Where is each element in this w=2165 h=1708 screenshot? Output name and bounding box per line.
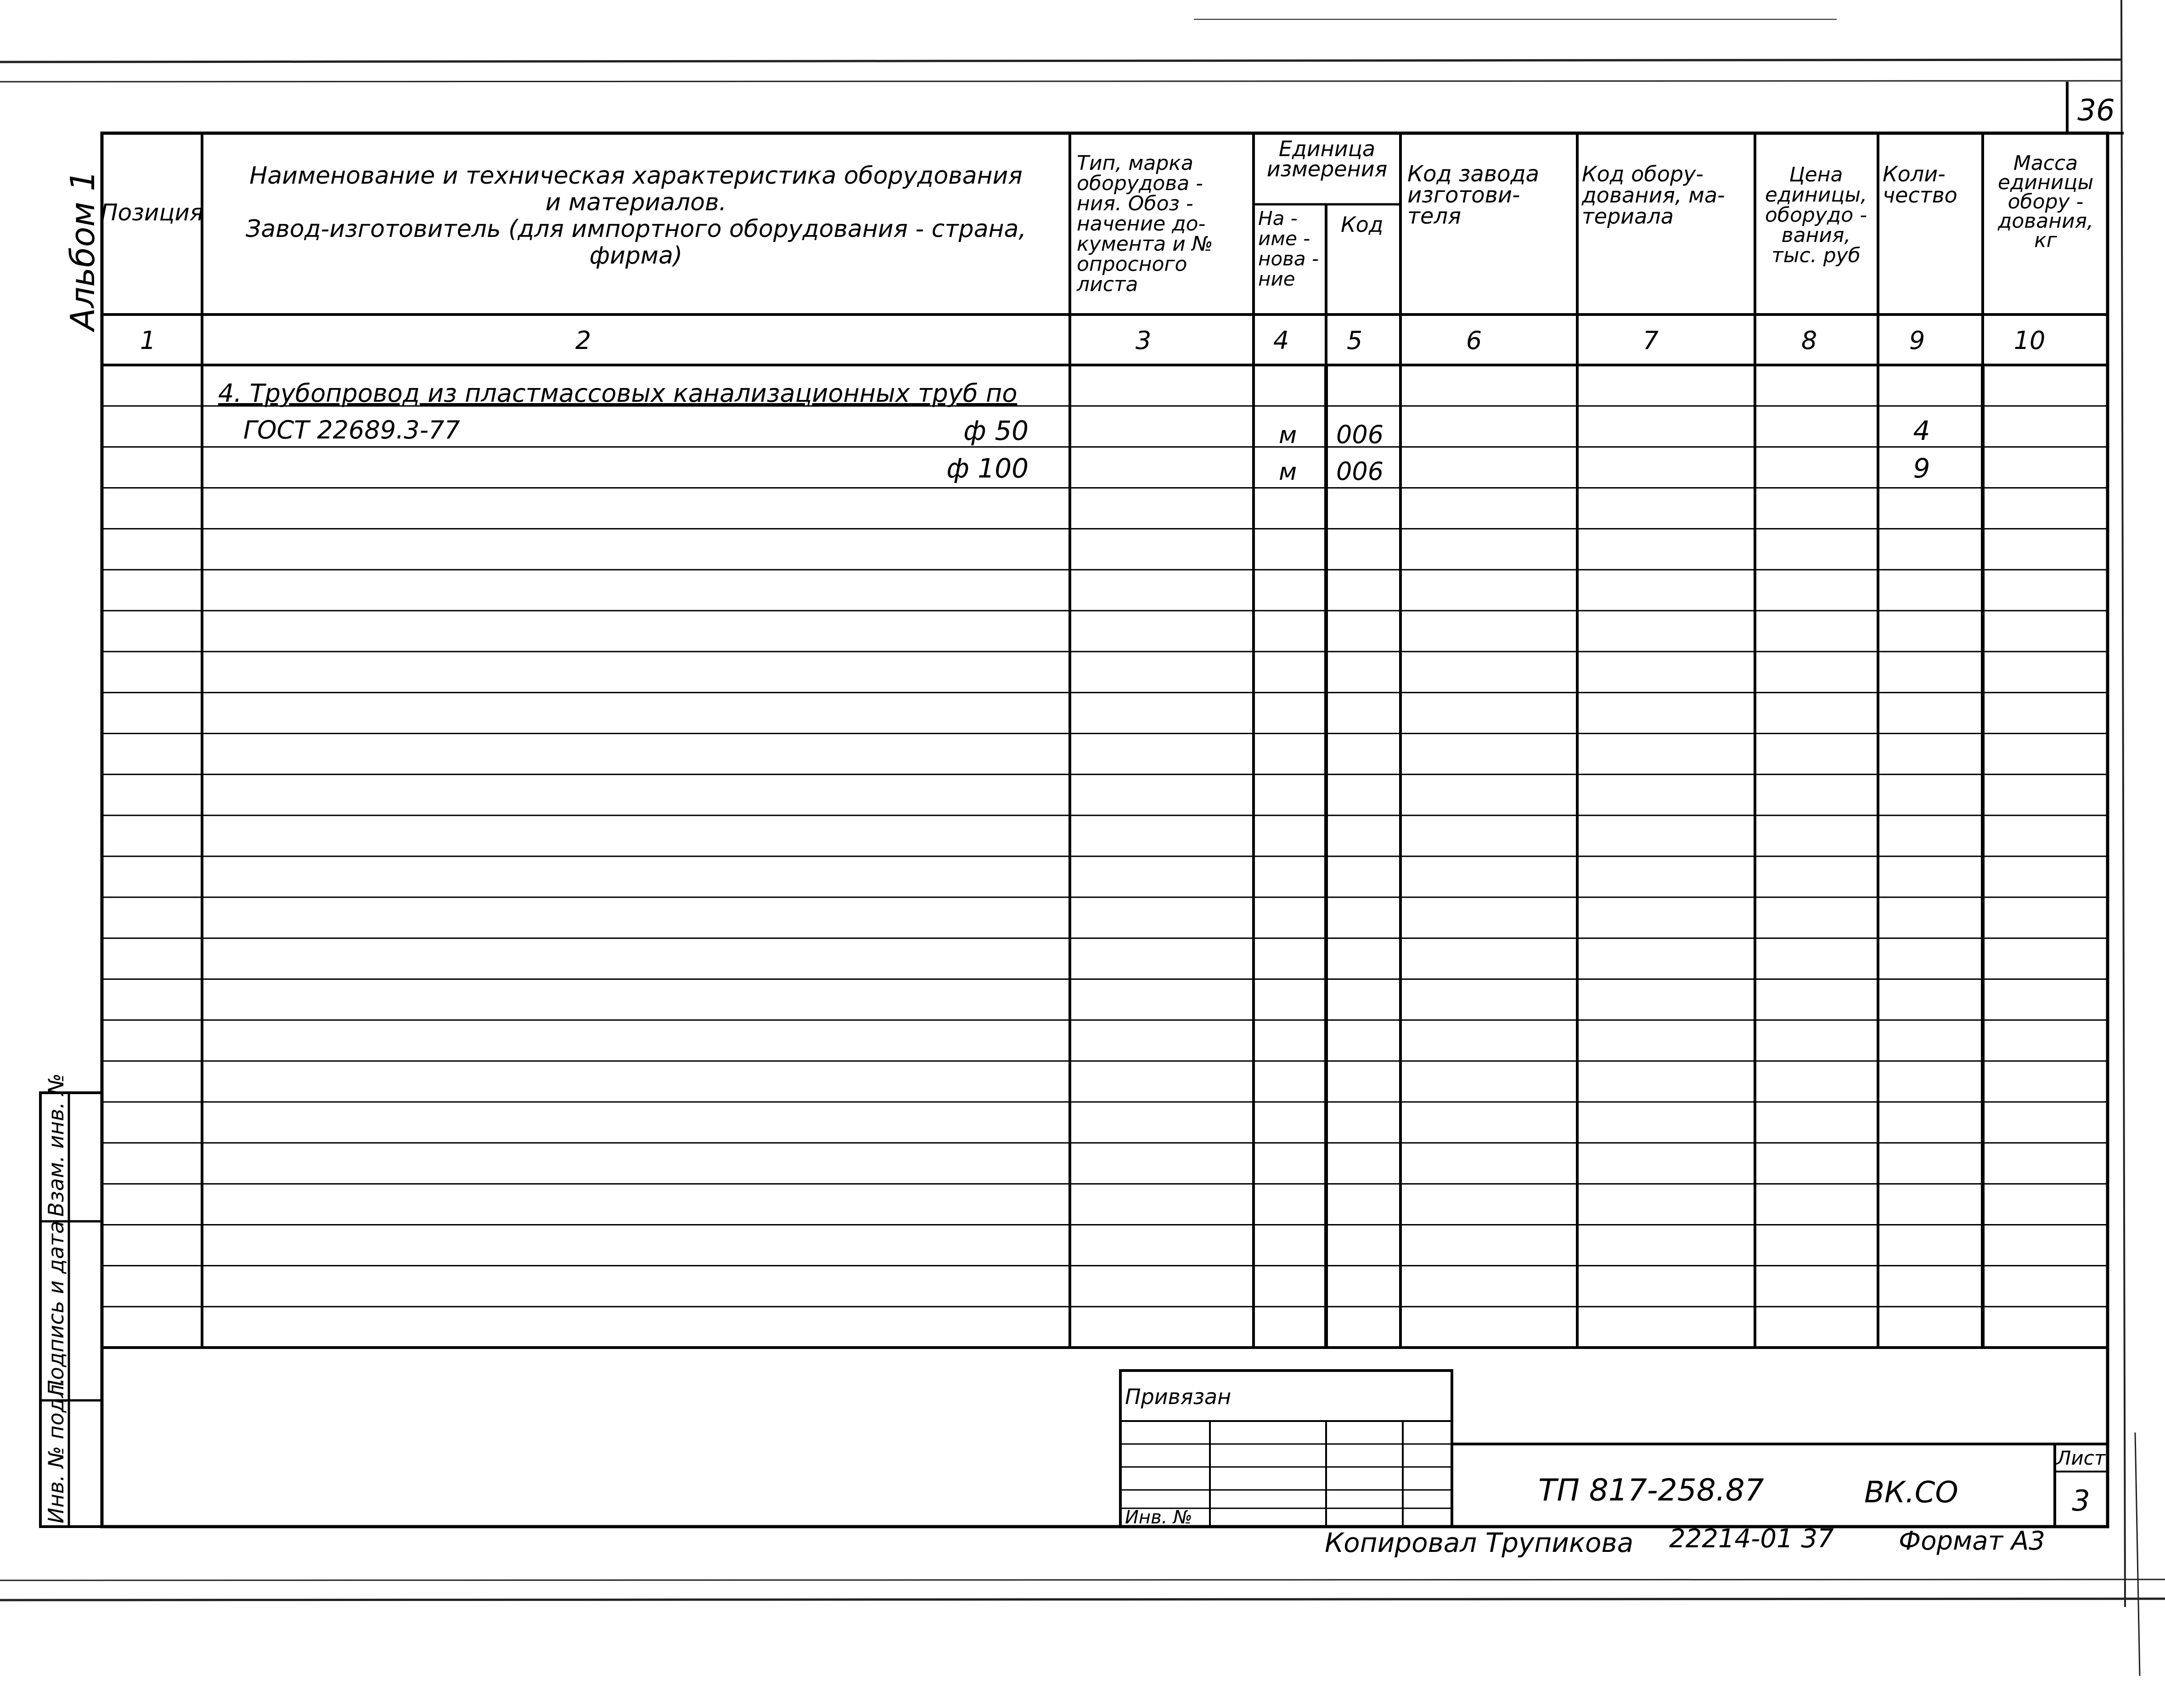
column-number-10: 10 [2013, 326, 2046, 355]
column-number-6: 6 [1466, 326, 1482, 355]
header-type-line: кумента и № [1077, 232, 1213, 256]
header-equipment-code [1581, 162, 1725, 229]
side-stamp-replaced-inv: Взам. инв. № [44, 1073, 68, 1217]
header-name [246, 162, 1026, 270]
stamp-privyazan: Привязан [1125, 1384, 1232, 1409]
page-number-box [2067, 82, 2124, 133]
header-type-line: оборудова - [1077, 172, 1203, 195]
header-unit-code: Код [1341, 212, 1383, 237]
row-2-name: ГОСТ 22689.3-77 [243, 416, 460, 444]
row-2-diameter: ф 50 [963, 415, 1029, 446]
header-factory-code-line: Код завода [1407, 161, 1540, 187]
header-price-line: Цена [1789, 163, 1843, 186]
header-factory-code-line: теля [1407, 203, 1462, 229]
table-row-lines [102, 406, 2108, 1307]
side-stamp-signature-date: Подпись и дата [44, 1220, 68, 1396]
header-mass-line: Масса [2013, 152, 2078, 175]
header-price-line: единицы, [1765, 183, 1867, 207]
header-mass-line: обору - [2008, 190, 2084, 214]
header-unit-group-line: измерения [1266, 157, 1388, 181]
footer-copied-by: Копировал Трупикова [1325, 1527, 1634, 1558]
stamp-sheet-label: Лист [2056, 1447, 2106, 1469]
header-mass-line: единицы [1997, 171, 2094, 194]
column-number-8: 8 [1801, 326, 1817, 355]
header-type-line: ния. Обоз - [1077, 192, 1193, 215]
header-unit-name-line: нова - [1258, 247, 1319, 270]
stamp-code: ВК.СО [1864, 1476, 1958, 1510]
header-factory-code-line: изготови- [1407, 182, 1520, 208]
header-unit-name-line: ние [1258, 268, 1295, 290]
header-price [1765, 163, 1867, 267]
row-3-diameter: ф 100 [946, 453, 1029, 484]
header-quantity-line: чество [1883, 183, 1957, 208]
row-1-name: 4. Трубопровод из пластмассовых канализационных труб по [218, 379, 1018, 408]
column-number-3: 3 [1135, 326, 1152, 355]
header-quantity [1883, 162, 1957, 208]
column-number-7: 7 [1642, 326, 1659, 355]
side-stamp-inv-no: Инв. № подл. [44, 1377, 68, 1523]
header-mass [1997, 152, 2093, 252]
table-row [243, 415, 1930, 449]
footer-order-number: 22214-01 37 [1669, 1524, 1834, 1554]
row-2-code: 006 [1336, 420, 1384, 449]
table-row [946, 453, 1930, 486]
stamp-sheet-number: 3 [2072, 1484, 2090, 1517]
header-type-line: листа [1077, 273, 1138, 296]
header-unit-name [1258, 207, 1319, 290]
album-label: Альбом 1 [63, 170, 102, 331]
row-3-qty: 9 [1913, 453, 1930, 484]
header-price-line: оборудо - [1765, 203, 1867, 227]
footer-format: Формат А3 [1899, 1526, 2045, 1556]
column-number-2: 2 [575, 326, 591, 355]
stamp-designation: ТП 817-258.87 [1538, 1472, 1764, 1508]
header-type-line: опросного [1077, 253, 1187, 276]
header-factory-code [1407, 161, 1539, 229]
column-number-5: 5 [1346, 326, 1363, 355]
header-name-line: Наименование и техническая характеристика оборудования [249, 162, 1023, 190]
table-header [101, 136, 2093, 296]
header-price-line: вания, [1781, 224, 1851, 247]
header-type-line: Тип, марка [1077, 152, 1193, 175]
header-unit-group [1267, 136, 1388, 181]
table-body [218, 379, 1930, 486]
page-number: 36 [2077, 94, 2115, 128]
row-3-code: 006 [1336, 457, 1384, 486]
header-unit-name-line: На - [1258, 207, 1298, 230]
header-unit-name-line: име - [1258, 227, 1310, 250]
header-quantity-line: Коли- [1883, 162, 1946, 186]
header-equipment-code-line: Код обору- [1582, 162, 1704, 186]
row-2-unit: м [1279, 421, 1297, 449]
header-type-line: начение до- [1077, 212, 1206, 236]
header-price-line: тыс. руб [1771, 244, 1861, 267]
header-mass-line: дования, [1997, 209, 2094, 233]
stamp-inv-no: Инв. № [1125, 1507, 1192, 1528]
header-unit-group-line: Единица [1278, 136, 1376, 161]
header-type [1076, 152, 1213, 296]
header-equipment-code-line: дования, ма- [1582, 183, 1725, 208]
table-row [218, 379, 1017, 408]
header-name-line: Завод-изготовитель (для импортного оборудования - страна, [246, 215, 1026, 243]
header-position: Позиция [101, 199, 203, 226]
column-number-1: 1 [140, 326, 156, 355]
header-mass-line: кг [2034, 229, 2057, 252]
column-number-9: 9 [1909, 326, 1925, 355]
row-3-unit: м [1279, 458, 1297, 486]
column-numbers-row [140, 326, 2046, 355]
header-equipment-code-line: териала [1582, 204, 1674, 229]
header-name-line: и материалов. [545, 189, 727, 216]
row-2-qty: 4 [1913, 415, 1930, 446]
column-number-4: 4 [1273, 326, 1289, 355]
header-name-line: фирма) [589, 242, 683, 270]
